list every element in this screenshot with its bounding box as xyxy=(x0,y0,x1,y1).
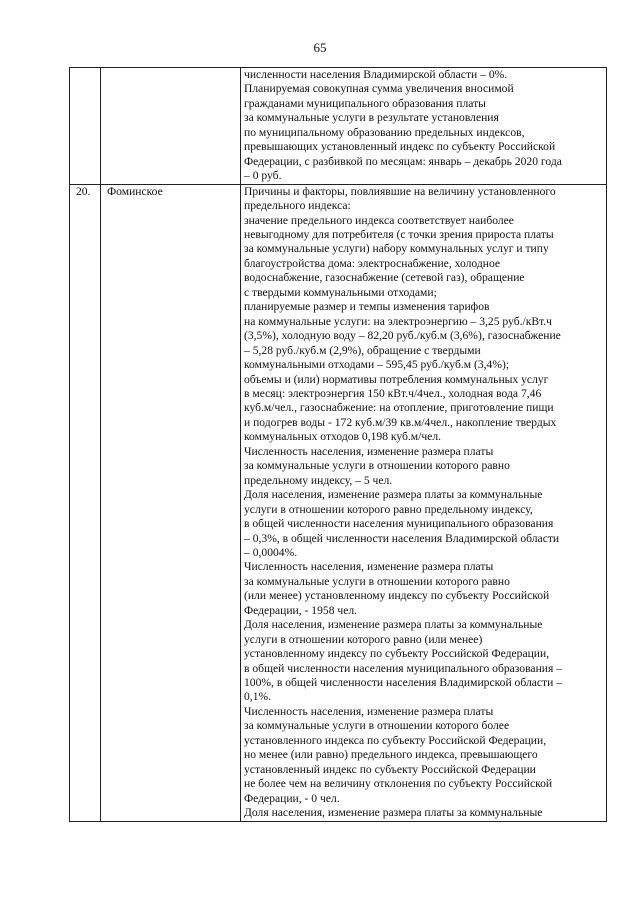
text-line: Доля населения, изменение размера платы за коммунальные xyxy=(244,488,543,502)
text-line: в общей численности населения муниципального образования – xyxy=(244,661,563,675)
text-line: 100%, в общей численности населения Владимирской области – xyxy=(244,676,563,690)
text-line: водоснабжение, газоснабжение (сетевой газ), обращение xyxy=(244,271,525,285)
text-line: 0,1%. xyxy=(244,690,272,704)
text-line: не более чем на величину отклонения по субъекту Российской xyxy=(244,777,553,791)
text-line: численности населения Владимирской области – 0%. xyxy=(244,68,508,81)
text-line: услуги в отношении которого равно (или менее) xyxy=(244,632,483,646)
municipality-name-cell xyxy=(101,68,241,185)
text-line: Численность населения, изменение размера платы xyxy=(244,560,494,574)
text-line: предельного индекса: xyxy=(244,199,351,213)
text-line: за коммунальные услуги в результате установления xyxy=(244,111,499,125)
municipality-name-cell: Фоминское xyxy=(101,184,241,821)
text-line: установленного индекса по субъекту Российской Федерации, xyxy=(244,733,547,747)
text-line: услуги в отношении которого равно предельному индексу, xyxy=(244,502,533,516)
text-line: Численность населения, изменение размера платы xyxy=(244,704,494,718)
text-line: – 5,28 руб./куб.м (2,9%), обращение с твердыми xyxy=(244,343,481,357)
page-number: 65 xyxy=(313,40,327,55)
text-line: Федерации, - 1958 чел. xyxy=(244,603,358,617)
text-line: Доля населения, изменение размера платы за коммунальные xyxy=(244,618,543,632)
text-line: по муниципальному образованию предельных индексов, xyxy=(244,125,525,139)
text-line: Планируемая совокупная сумма увеличения вносимой xyxy=(244,82,514,96)
text-line: на коммунальные услуги: на электроэнергию – 3,25 руб./кВт.ч xyxy=(244,314,552,328)
text-line: превышающих установленный индекс по субъекту Российской xyxy=(244,140,556,154)
table-body xyxy=(70,68,607,822)
text-line: в месяц: электроэнергия 150 кВт.ч/4чел., холодная вода 7,46 xyxy=(244,386,542,400)
text-line: за коммунальные услуги в отношении которого равно xyxy=(244,459,510,473)
text-line: за коммунальные услуги в отношении которого более xyxy=(244,719,510,733)
text-line: куб.м/чел., газоснабжение: на отопление, приготовление пищи xyxy=(244,401,554,415)
text-line: Доля населения, изменение размера платы за коммунальные xyxy=(244,806,543,820)
text-line: с твердыми коммунальными отходами; xyxy=(244,285,437,299)
text-line: но менее (или равно) предельного индекса, превышающего xyxy=(244,748,538,762)
text-line: в общей численности населения муниципального образования xyxy=(244,517,554,531)
text-line: предельному индексу, – 5 чел. xyxy=(244,473,393,487)
text-line: – 0,3%, в общей численности населения Владимирской области xyxy=(244,531,560,545)
text-line: – 0 руб. xyxy=(244,169,282,183)
text-line: установленный индекс по субъекту Российской Федерации xyxy=(244,762,536,776)
text-line: и подогрев воды - 172 куб.м/39 кв.м/4чел., накопление твердых xyxy=(244,415,557,429)
description-cell xyxy=(241,184,607,821)
text-line: Численность населения, изменение размера платы xyxy=(244,444,494,458)
document-table xyxy=(69,67,607,822)
text-line: благоустройства дома: электроснабжение, холодное xyxy=(244,256,501,270)
text-line: Федерации, - 0 чел. xyxy=(244,791,340,805)
row-number-cell: 20. xyxy=(70,184,101,821)
table-row xyxy=(70,68,607,185)
text-line: значение предельного индекса соответствует наиболее xyxy=(244,213,514,227)
description-cell xyxy=(241,68,607,185)
text-line: планируемые размер и темпы изменения тарифов xyxy=(244,300,490,314)
text-line: за коммунальные услуги) набору коммунальных услуг и типу xyxy=(244,242,549,256)
text-line: невыгодному для потребителя (с точки зрения прироста платы xyxy=(244,227,554,241)
text-line: гражданами муниципального образования платы xyxy=(244,96,486,110)
text-line: (3,5%), холодную воду – 82,20 руб./куб.м (3,6%), газоснабжение xyxy=(244,329,561,343)
table-row xyxy=(70,184,607,821)
row-number-cell xyxy=(70,68,101,185)
text-line: (или менее) установленному индексу по субъекту Российской xyxy=(244,589,550,603)
text-line: коммунальных отходов 0,198 куб.м/чел. xyxy=(244,430,442,444)
text-line: Федерации, с разбивкой по месяцам: январь – декабрь 2020 года xyxy=(244,154,562,168)
text-line: установленному индексу по субъекту Российской Федерации, xyxy=(244,647,550,661)
text-line: коммунальными отходами – 595,45 руб./куб.м (3,4%); xyxy=(244,358,510,372)
text-line: – 0,0004%. xyxy=(244,545,298,559)
text-line: объемы и (или) нормативы потребления коммунальных услуг xyxy=(244,372,549,386)
text-line: Причины и факторы, повлиявшие на величину установленного xyxy=(244,184,556,198)
text-line: за коммунальные услуги в отношении которого равно xyxy=(244,574,510,588)
